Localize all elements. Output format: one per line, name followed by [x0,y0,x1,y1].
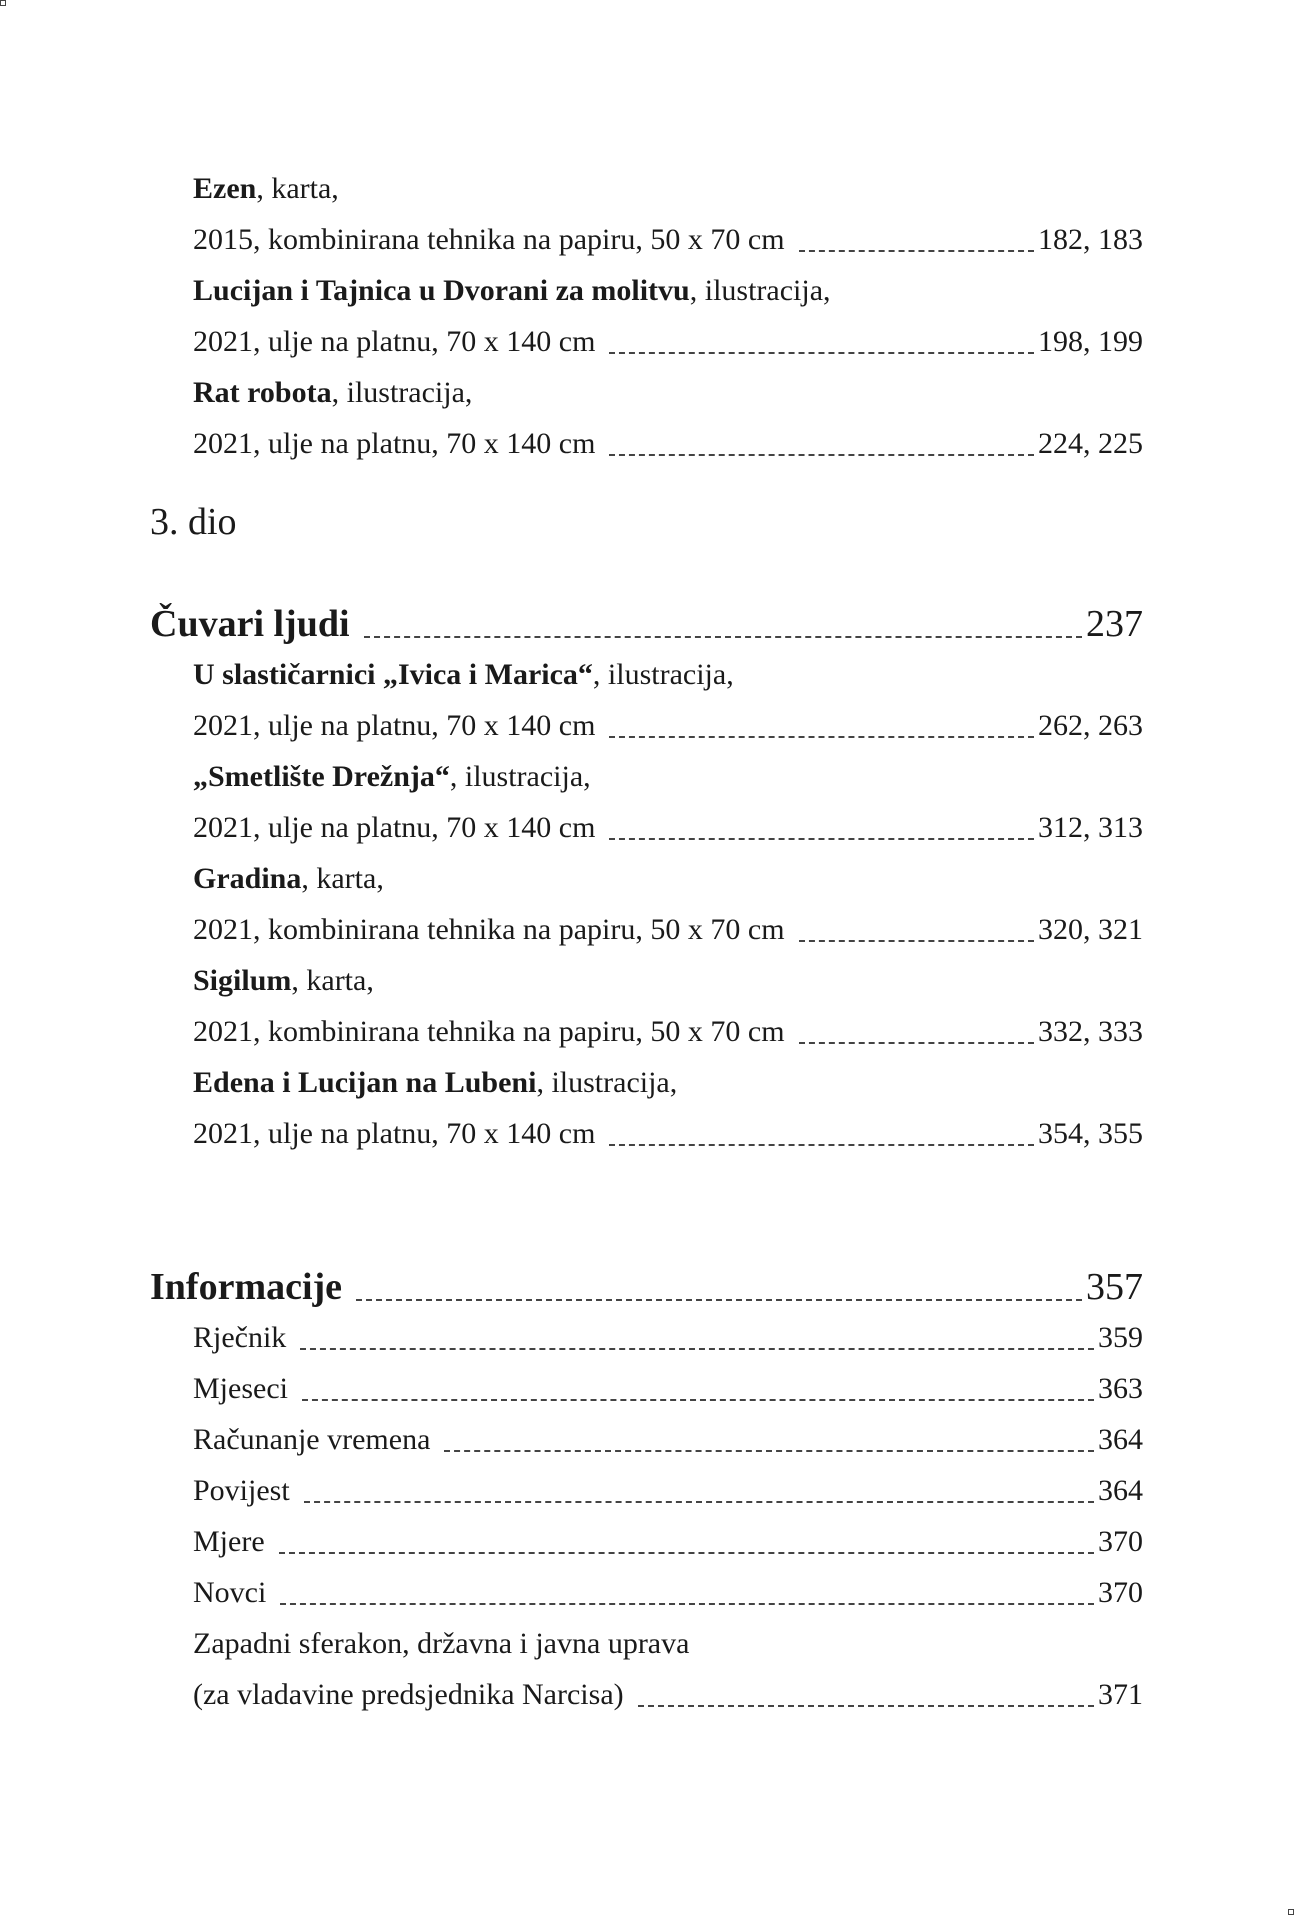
item-label: (za vladavine predsjednika Narcisa) [193,1677,624,1711]
artwork-type: , ilustracija, [689,273,831,307]
toc-entry-detail [150,802,1143,853]
toc-entry-heading [150,1057,1143,1108]
toc-item-heading [150,1618,1143,1669]
toc-entry-detail [150,418,1143,469]
page-number: 364 [1098,1473,1143,1507]
section-title: Informacije [150,1265,343,1308]
toc-item [150,1669,1143,1720]
dotted-leader [609,838,1034,840]
page-number: 363 [1098,1371,1143,1405]
toc-group-informacije [150,1312,1143,1720]
corner-mark [0,0,6,6]
toc-item [150,1465,1143,1516]
artwork-detail: 2021, kombinirana tehnika na papiru, 50 x 70 cm [193,912,785,946]
item-label: Zapadni sferakon, državna i javna uprava [193,1626,690,1660]
table-of-contents [150,163,1143,1720]
dotted-leader [799,250,1034,252]
artwork-title: Gradina [193,861,302,895]
corner-mark [1288,1909,1294,1915]
page-number: 237 [1086,602,1143,645]
dotted-leader [799,940,1034,942]
artwork-detail: 2021, ulje na platnu, 70 x 140 cm [193,426,596,460]
toc-item [150,1516,1143,1567]
section-title: Čuvari ljudi [150,602,350,645]
page-number: 182, 183 [1038,222,1143,256]
artwork-title: Ezen [193,171,257,205]
artwork-type: , ilustracija, [331,375,473,409]
page-number: 357 [1086,1265,1143,1308]
page-number: 312, 313 [1038,810,1143,844]
page-number: 332, 333 [1038,1014,1143,1048]
artwork-type: , ilustracija, [536,1065,678,1099]
page-number: 364 [1098,1422,1143,1456]
item-label: Novci [193,1575,267,1609]
artwork-type: , ilustracija, [449,759,591,793]
artwork-title: U slastičarnici „Ivica i Marica“ [193,657,593,691]
toc-item [150,1567,1143,1618]
dotted-leader [609,1144,1034,1146]
artwork-type: , ilustracija, [592,657,734,691]
artwork-detail: 2021, ulje na platnu, 70 x 140 cm [193,810,596,844]
toc-entry-detail [150,214,1143,265]
artwork-detail: 2021, ulje na platnu, 70 x 140 cm [193,708,596,742]
artwork-detail: 2021, ulje na platnu, 70 x 140 cm [193,1116,596,1150]
page-number: 370 [1098,1524,1143,1558]
dotted-leader [609,352,1034,354]
toc-entry-heading [150,649,1143,700]
item-label: Mjere [193,1524,265,1558]
dotted-leader [609,454,1034,456]
page-number: 359 [1098,1320,1143,1354]
artwork-title: Rat robota [193,375,332,409]
artwork-type: , karta, [256,171,339,205]
toc-group-cuvari [150,649,1143,1159]
dotted-leader [799,1042,1034,1044]
toc-entry-heading [150,955,1143,1006]
page-number: 354, 355 [1038,1116,1143,1150]
dotted-leader [444,1450,1094,1452]
section-heading-informacije [150,1261,1143,1312]
page-number: 262, 263 [1038,708,1143,742]
toc-entry-heading [150,853,1143,904]
dotted-leader [364,636,1082,638]
artwork-title: Edena i Lucijan na Lubeni [193,1065,537,1099]
toc-entry-detail [150,1108,1143,1159]
page-number: 198, 199 [1038,324,1143,358]
dotted-leader [279,1552,1094,1554]
dotted-leader [356,1299,1082,1301]
toc-entry-heading [150,265,1143,316]
artwork-title: Sigilum [193,963,292,997]
toc-item [150,1363,1143,1414]
item-label: Rječnik [193,1320,287,1354]
dotted-leader [300,1348,1094,1350]
section-heading-cuvari-ljudi [150,598,1143,649]
toc-entry-detail [150,1006,1143,1057]
dotted-leader [638,1705,1094,1707]
toc-entry-heading [150,751,1143,802]
dotted-leader [280,1603,1094,1605]
toc-item [150,1312,1143,1363]
toc-item [150,1414,1143,1465]
item-label: Povijest [193,1473,290,1507]
page-number: 224, 225 [1038,426,1143,460]
toc-group-top [150,163,1143,469]
toc-entry-heading [150,163,1143,214]
artwork-detail: 2015, kombinirana tehnika na papiru, 50 x 70 cm [193,222,785,256]
artwork-detail: 2021, ulje na platnu, 70 x 140 cm [193,324,596,358]
dotted-leader [302,1399,1094,1401]
toc-entry-detail [150,700,1143,751]
artwork-title: Lucijan i Tajnica u Dvorani za molitvu [193,273,690,307]
page-number: 370 [1098,1575,1143,1609]
page-number: 371 [1098,1677,1143,1711]
item-label: Računanje vremena [193,1422,431,1456]
item-label: Mjeseci [193,1371,288,1405]
page-number: 320, 321 [1038,912,1143,946]
dotted-leader [304,1501,1094,1503]
artwork-detail: 2021, kombinirana tehnika na papiru, 50 x 70 cm [193,1014,785,1048]
artwork-type: , karta, [291,963,374,997]
artwork-type: , karta, [301,861,384,895]
dotted-leader [609,736,1034,738]
artwork-title: „Smetlište Drežnja“ [193,759,450,793]
part-label: 3. dio [150,500,237,543]
toc-entry-detail [150,904,1143,955]
toc-entry-heading [150,367,1143,418]
toc-entry-detail [150,316,1143,367]
